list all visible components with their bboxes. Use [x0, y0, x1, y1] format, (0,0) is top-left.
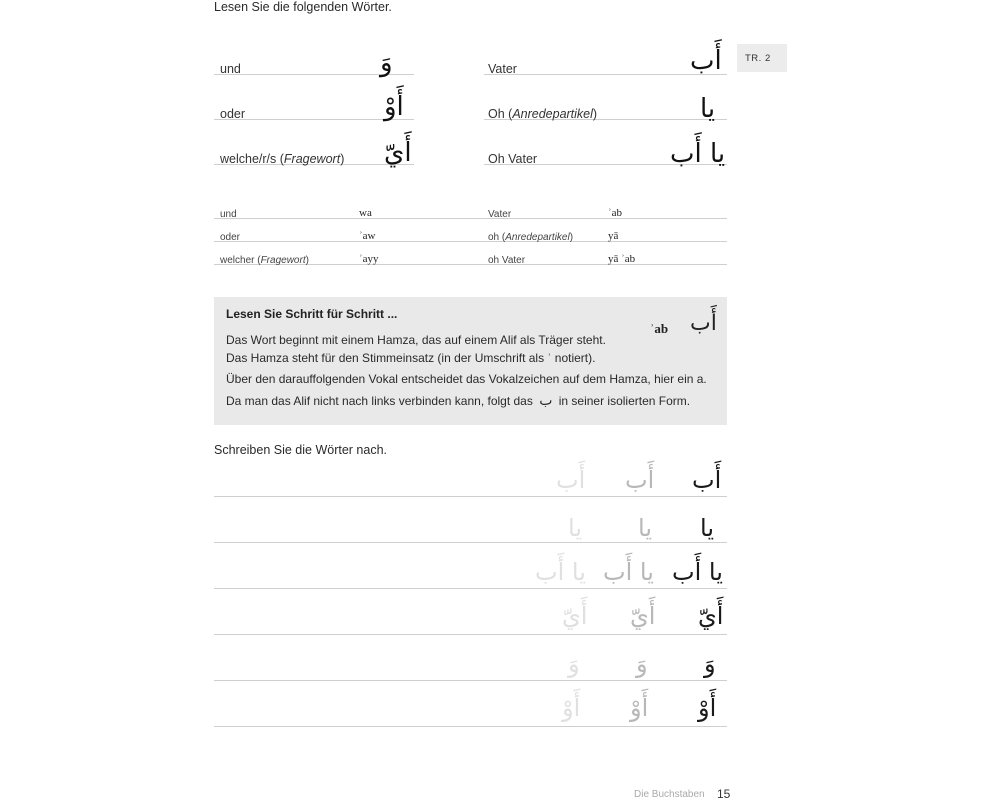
vocab-arabic: وَ	[380, 48, 393, 78]
writing-line	[214, 542, 727, 543]
writing-trace-word: أَيّ	[630, 602, 656, 630]
writing-model-word: أَب	[692, 466, 722, 494]
vocab-german-part: )	[340, 152, 345, 166]
track-label: TR. 2	[745, 52, 771, 64]
vocab-arabic: أَوْ	[384, 92, 404, 122]
writing-model-word: يا أَب	[672, 558, 723, 586]
writing-model-word: وَ	[704, 650, 716, 678]
footer-section-label: Die Buchstaben	[634, 789, 705, 800]
vocab-german-part: )	[592, 107, 598, 121]
vocab-arabic: يا	[700, 94, 716, 124]
translit-german	[220, 255, 309, 266]
vocab-german	[220, 152, 344, 166]
instruction-read: Lesen Sie die folgenden Wörter.	[214, 0, 392, 14]
translit-value: ʾab	[608, 207, 623, 219]
writing-line	[214, 680, 727, 681]
vocab-arabic: أَيّ	[384, 138, 412, 168]
writing-trace-word: أَوْ	[630, 694, 649, 722]
translit-german: und	[220, 209, 237, 220]
translit-german: oh Vater	[488, 255, 526, 266]
translit-german-part: )	[569, 232, 574, 243]
step-box-line: Über den darauffolgenden Vokal entscheidet das Vokalzeichen auf dem Hamza, hier ein a.	[226, 372, 707, 386]
translit-underline	[214, 241, 727, 242]
step-box-text: in seiner isolierten Form.	[558, 394, 691, 408]
writing-trace-word: يا	[638, 514, 652, 542]
step-box-title: Lesen Sie Schritt für Schritt ...	[226, 307, 398, 321]
step-box-inline-arabic: ب	[539, 393, 553, 409]
vocab-german: Oh Vater	[488, 152, 538, 166]
translit-german-italic: Fragewort	[260, 255, 306, 266]
step-box-line	[226, 393, 690, 409]
step-box-arabic: أَب	[690, 311, 717, 336]
translit-value: wa	[359, 207, 372, 219]
writing-line	[214, 588, 727, 589]
writing-trace-word: يا أَب	[535, 558, 586, 586]
footer-page-number: 15	[717, 787, 731, 801]
writing-line	[214, 496, 727, 497]
step-box	[214, 297, 727, 425]
track-badge	[737, 44, 787, 72]
translit-german	[488, 232, 573, 243]
step-box-line: Das Wort beginnt mit einem Hamza, das auf einem Alif als Träger steht.	[226, 333, 606, 347]
writing-model-word: يا	[700, 514, 714, 542]
writing-trace-word: يا أَب	[603, 558, 654, 586]
writing-trace-word: وَ	[636, 650, 648, 678]
translit-german: oder	[220, 232, 241, 243]
vocab-german: Vater	[488, 62, 517, 76]
translit-german-part: oh (	[488, 232, 506, 243]
writing-line	[214, 634, 727, 635]
translit-german-part: )	[305, 255, 309, 266]
translit-value: yā ʾab	[608, 253, 636, 265]
vocab-german: oder	[220, 107, 246, 121]
writing-trace-word: أَوْ	[562, 694, 581, 722]
writing-trace-word: يا	[568, 514, 582, 542]
vocab-german: und	[220, 62, 241, 76]
writing-trace-word: أَب	[625, 466, 655, 494]
vocab-arabic: يا أَب	[670, 139, 726, 169]
vocab-german	[488, 107, 597, 121]
vocab-german-italic: Fragewort	[283, 152, 341, 166]
vocab-arabic: أَب	[690, 46, 722, 76]
translit-german: Vater	[488, 209, 512, 220]
translit-german-part: welcher (	[220, 255, 261, 266]
vocab-german-italic: Anredepartikel	[512, 107, 593, 121]
writing-trace-word: أَيّ	[562, 602, 588, 630]
step-box-text: Da man das Alif nicht nach links verbinden kann, folgt das	[226, 394, 533, 408]
instruction-write: Schreiben Sie die Wörter nach.	[214, 443, 388, 457]
writing-model-word: أَيّ	[698, 602, 724, 630]
writing-trace-word: أَب	[556, 466, 586, 494]
step-box-line: Das Hamza steht für den Stimmeinsatz (in der Umschrift als ʾ notiert).	[226, 351, 596, 365]
translit-value: ʾayy	[359, 253, 379, 265]
writing-trace-word: وَ	[568, 650, 580, 678]
vocab-german-part: Oh (	[488, 107, 513, 121]
step-box-translit: ʾab	[650, 321, 669, 336]
translit-value: ʾaw	[359, 230, 376, 242]
translit-value: yā	[608, 230, 619, 242]
writing-line	[214, 726, 727, 727]
translit-german-italic: Anredepartikel	[505, 232, 570, 243]
vocab-german-part: welche/r/s (	[220, 152, 284, 166]
translit-underline	[214, 218, 727, 219]
writing-model-word: أَوْ	[698, 694, 717, 722]
